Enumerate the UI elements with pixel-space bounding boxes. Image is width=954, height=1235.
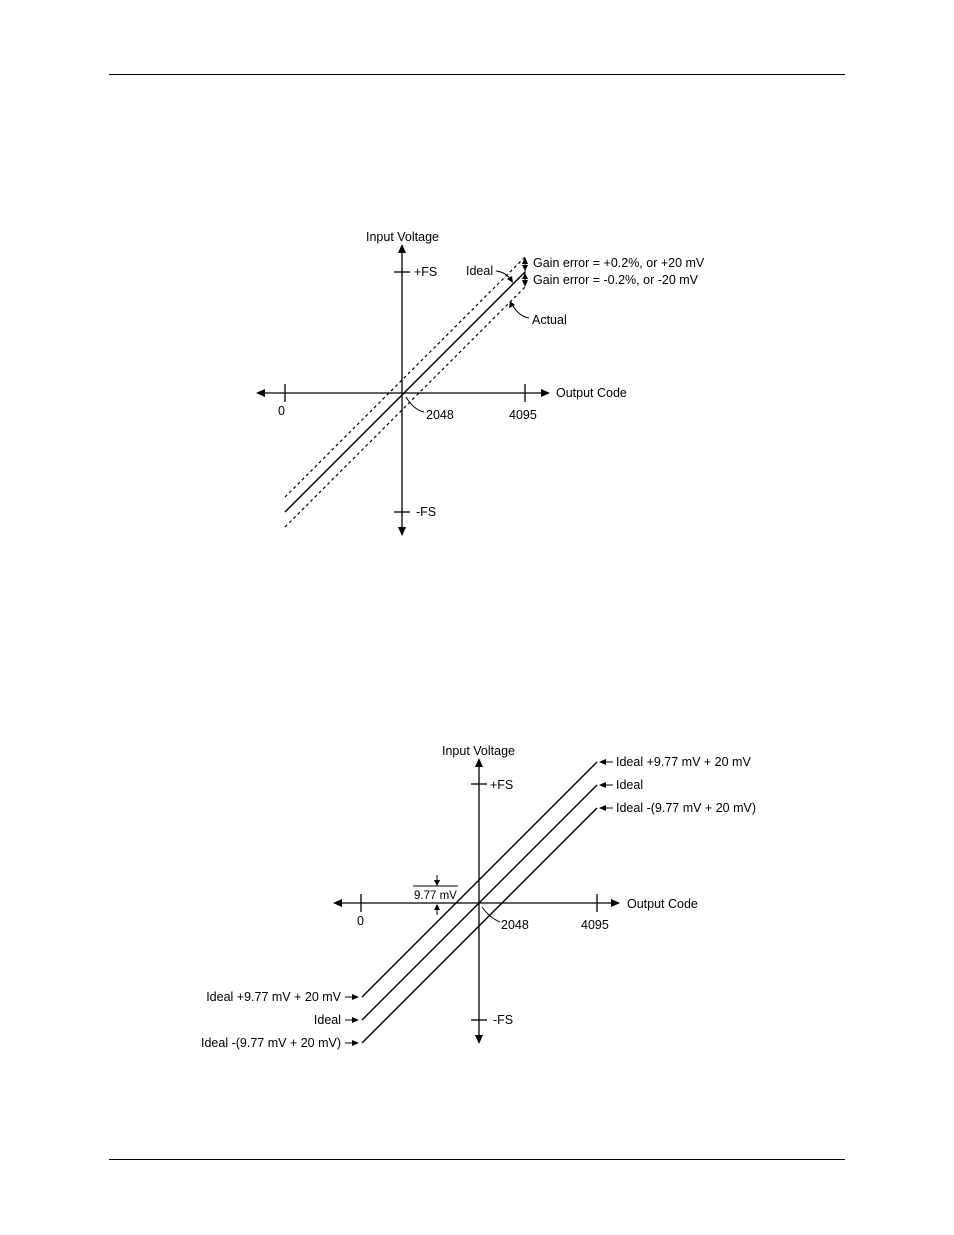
left-top-arrowhead xyxy=(352,994,359,1000)
left-mid-arrowhead xyxy=(352,1017,359,1023)
ideal-leader-arrowhead xyxy=(507,276,513,283)
gain-error-up-arrowhead xyxy=(522,257,528,264)
right-mid-arrowhead xyxy=(599,782,606,788)
minus-fs-label: -FS xyxy=(416,505,437,519)
gain-error-plus-line xyxy=(285,257,525,497)
x-axis-right-arrow xyxy=(611,899,620,907)
tick-0-label: 0 xyxy=(278,404,285,418)
right-bot-arrowhead xyxy=(599,805,606,811)
ideal-line xyxy=(285,272,525,512)
center-2048-leader xyxy=(406,397,424,412)
y-axis-label: Input Voltage xyxy=(442,744,515,758)
actual-leader xyxy=(512,304,529,318)
right-mid-label: Ideal xyxy=(616,778,644,792)
y-axis-label: Input Voltage xyxy=(366,230,439,244)
tick-2048-label: 2048 xyxy=(426,408,454,422)
lsb-bottom-arrowhead xyxy=(434,904,440,910)
lsb-top-arrowhead xyxy=(434,880,440,886)
left-mid-label: Ideal xyxy=(313,1013,341,1027)
left-top-label: Ideal +9.77 mV + 20 mV xyxy=(206,990,341,1004)
minus-fs-label: -FS xyxy=(493,1013,514,1027)
gain-error-mid-arrowhead xyxy=(522,265,528,271)
offset-error-diagram xyxy=(0,735,954,1055)
gain-error-diagram xyxy=(0,220,954,550)
x-axis-left-arrow xyxy=(333,899,342,907)
x-axis-label: Output Code xyxy=(627,897,698,911)
footer-rule xyxy=(109,1159,845,1160)
tick-0-label: 0 xyxy=(357,914,364,928)
tick-4095-label: 4095 xyxy=(581,918,609,932)
left-bot-label: Ideal -(9.77 mV + 20 mV) xyxy=(201,1036,341,1050)
x-axis-left-arrow xyxy=(256,389,265,397)
x-axis-right-arrow xyxy=(541,389,550,397)
y-axis-down-arrow xyxy=(475,1035,483,1044)
y-axis-up-arrow xyxy=(398,244,406,253)
gain-error-minus-line xyxy=(285,287,525,527)
gain-error-down-arrowhead xyxy=(522,280,528,287)
left-bot-arrowhead xyxy=(352,1040,359,1046)
actual-label: Actual xyxy=(532,313,567,327)
x-axis-label: Output Code xyxy=(556,386,627,400)
tick-2048-label: 2048 xyxy=(501,918,529,932)
y-axis-up-arrow xyxy=(475,758,483,767)
ideal-label: Ideal xyxy=(466,264,494,278)
gain-error-plus-label: Gain error = +0.2%, or +20 mV xyxy=(533,256,705,270)
tick-4095-label: 4095 xyxy=(509,408,537,422)
right-bot-label: Ideal -(9.77 mV + 20 mV) xyxy=(616,801,756,815)
right-top-arrowhead xyxy=(599,759,606,765)
plus-fs-label: +FS xyxy=(490,778,514,792)
gain-error-minus-label: Gain error = -0.2%, or -20 mV xyxy=(533,273,698,287)
header-rule xyxy=(109,74,845,75)
lsb-label: 9.77 mV xyxy=(414,890,457,902)
y-axis-down-arrow xyxy=(398,527,406,536)
plus-fs-label: +FS xyxy=(414,265,438,279)
right-top-label: Ideal +9.77 mV + 20 mV xyxy=(616,755,751,769)
